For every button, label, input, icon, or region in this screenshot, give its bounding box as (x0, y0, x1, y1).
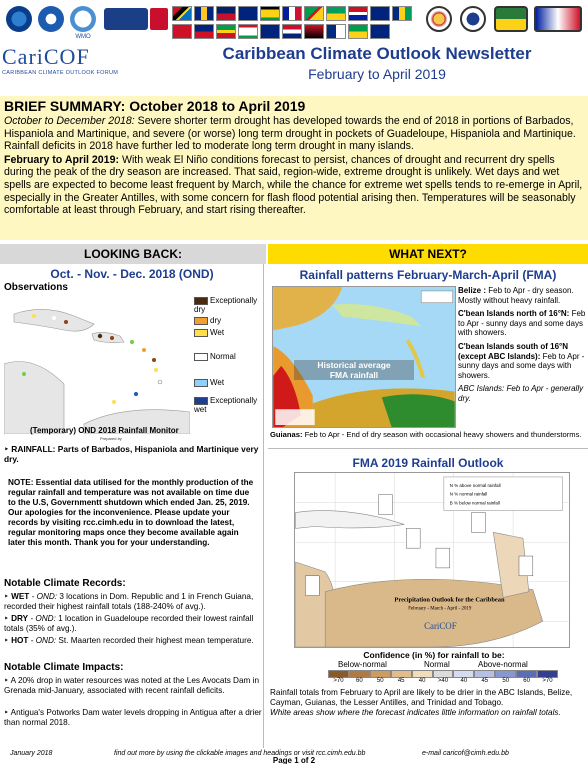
impact-item: ‣ Antigua's Potworks Dam water levels dropping in Antigua after a drier than normal 2018. (4, 708, 262, 727)
fma-title[interactable]: Rainfall patterns February-March-April (FMA) (299, 268, 557, 282)
legend-swatch (194, 397, 208, 405)
record-text: 1 location in Guadeloupe recorded their lowest rainfall totals (35% of avg.). (4, 614, 254, 633)
flag-icon (304, 24, 324, 39)
legend-label: Exceptionally wet (194, 396, 258, 414)
scale-tick: 60 (356, 678, 363, 684)
outlook-legend-line: N % above normal rainfall (449, 482, 501, 488)
confidence-scale (328, 670, 558, 678)
brand-subtitle: CARIBBEAN CLIMATE OUTLOOK FORUM (2, 70, 119, 76)
summary-lead-forecast: February to April 2019: (4, 153, 119, 166)
note-text: Feb to Apr - sunny days and some days with showers. (458, 351, 585, 380)
scale-swatch (495, 670, 516, 678)
legend-label: Wet (210, 328, 225, 337)
scale-tick: 50 (502, 678, 510, 684)
scale-swatch (370, 670, 391, 678)
outlook-white-areas: White areas show where the forecast indicates little information on rainfall totals. (270, 708, 561, 717)
legend-exceptionally-dry (194, 296, 262, 314)
scale-tick: 40 (418, 678, 426, 684)
outlook-legend-line: N % normal rainfall (449, 491, 488, 497)
flag-icon (326, 24, 346, 39)
note-text: Feb to Apr - End of dry season with occasional heavy showers and thunderstorms. (302, 430, 582, 439)
fma-notes (458, 286, 586, 408)
climate-records-heading: Notable Climate Records: (4, 578, 126, 589)
outlook-summary: Rainfall totals from February to April are likely to be drier in the ABC Islands, Belize, Cayman, Guianas, the Lesser Antilles, and Trinidad and Tobago. (270, 688, 573, 707)
confidence-below: Below-normal (338, 660, 387, 669)
outlook-map-brand: CariCOF (424, 621, 457, 632)
period-title[interactable]: Oct. - Nov. - Dec. 2018 (OND) (50, 267, 214, 281)
page-number: Page 1 of 2 (272, 756, 316, 764)
rainfall-text: Parts of Barbados, Hispaniola and Martinique very dry. (4, 444, 259, 464)
flag-icon (282, 24, 302, 39)
scale-tick: >70 (542, 678, 553, 684)
caribbean-flags (172, 6, 422, 40)
caricof-brand[interactable] (2, 44, 172, 84)
outlook-map-subtitle: February - March - April - 2019 (408, 606, 472, 612)
impact-item: ‣ A 20% drop in water resources was noted at the Les Avocats Dam in Grenada mid-January, associated with recent rainfall deficits. (4, 676, 259, 695)
wmo-logo-icon (70, 6, 96, 32)
record-text: 3 locations in Dom. Republic and 1 in French Guiana, recorded their highest rainfall totals (188-240% of avg.). (4, 592, 254, 611)
legend-swatch (194, 353, 208, 361)
flag-icon (238, 24, 258, 39)
record-period: - OND: (28, 636, 57, 645)
what-next-header[interactable]: WHAT NEXT? (268, 244, 588, 264)
brief-summary (0, 96, 588, 240)
record-period: - OND: (28, 614, 56, 623)
record-tag: HOT (11, 636, 29, 645)
usaid-logo-icon (104, 8, 148, 30)
legend-exceptionally-wet (194, 396, 262, 414)
flag-icon (370, 6, 390, 21)
legend-normal (194, 352, 262, 361)
note-belize (458, 286, 586, 305)
flag-icon (216, 6, 236, 21)
legend-dry (194, 316, 262, 325)
scale-swatch (453, 670, 474, 678)
shutdown-note: NOTE: Essential data utilised for the monthly production of the regular rainfall and temperature was not available on time due to the U.S, Governmentt shutdown which ended Jan. 25, 2019. Our apologies for the inconvenience. Please update your records by visiting rcc.cimh.edu in to download the latest, regular monitoring maps once they become available again later this month. Thank you for your understanding. (8, 478, 254, 547)
seal-icon (494, 6, 528, 32)
flag-icon (326, 6, 346, 21)
legend-wet-top (194, 328, 262, 337)
footer (0, 750, 588, 764)
logo-row (0, 0, 588, 46)
historical-caption-line: Historical average (317, 360, 391, 370)
flag-icon (172, 6, 192, 21)
summary-heading[interactable]: BRIEF SUMMARY: October 2018 to April 2019 (4, 98, 306, 114)
summary-text-forecast: With weak El Niño conditions forecast to persist, chances of drought and recurrent dry spells during the peak of the dry season are increased. That said, region-wide, extreme drought is unlikely. Wet days and wet spells are expected to become least frequent by March, while the chance for extreme wet spells tends to re-emerge in April, especially in the Greater Antilles, with some concern for flash flood potential arising then. Temperatures will be seasonably comfortable at least through February, and start rising thereafter. (4, 153, 583, 217)
scale-tick: 40 (460, 678, 468, 684)
outlook-title[interactable]: FMA 2019 Rainfall Outlook (352, 456, 504, 470)
record-period: - OND: (29, 592, 58, 601)
footer-date: January 2018 (10, 750, 53, 757)
flag-icon (348, 6, 368, 21)
confidence-above: Above-normal (478, 660, 528, 669)
brand-name: CariCOF (2, 44, 90, 69)
impact-text: A 20% drop in water resources was noted at the Les Avocats Dam in Grenada mid-January, associated with recent rainfall deficits. (4, 676, 259, 695)
outlook-map-title: Precipitation Outlook for the Caribbean (394, 596, 505, 604)
rainfall-legend (194, 296, 262, 436)
prepared-by: Prepared by (100, 436, 122, 441)
footer-links[interactable]: find out more by using the clickable images and headings or visit rcc.cimh.edu.bb (114, 750, 366, 757)
record-dry: ‣ DRY - OND: 1 location in Guadeloupe recorded their lowest rainfall totals (35% of avg.). (4, 614, 254, 633)
wmo-label: WMO (75, 34, 91, 40)
flag-icon (216, 24, 236, 39)
flag-icon (304, 6, 324, 21)
flag-icon (282, 6, 302, 21)
scale-swatch (412, 670, 433, 678)
scale-tick: 45 (397, 678, 405, 684)
note-guianas (270, 430, 588, 439)
scale-tick: >70 (333, 678, 344, 684)
record-hot: ‣ HOT - OND: St. Maarten recorded their highest mean temperature. (4, 636, 254, 645)
legend-label: dry (210, 316, 222, 325)
flag-icon (238, 6, 258, 21)
noaa-logo-icon (38, 6, 64, 32)
seal-icon (534, 6, 582, 32)
confidence-ticks (328, 678, 558, 684)
note-text: Feb to Apr - dry season. Mostly without heavy rainfall. (458, 286, 574, 305)
outlook-legend-line: B % below normal rainfall (449, 500, 500, 506)
note-lead: Belize : (458, 286, 487, 295)
note-south (458, 342, 586, 380)
outlook-text (270, 688, 588, 718)
scale-tick: >40 (437, 678, 449, 684)
rainfall-outlook-map[interactable] (294, 472, 570, 648)
divider (268, 448, 588, 449)
flag-icon (348, 24, 368, 39)
monitor-caption: (Temporary) OND 2018 Rainfall Monitor (30, 426, 179, 435)
flag-icon (370, 24, 390, 39)
legend-swatch (194, 297, 208, 305)
legend-wet (194, 378, 262, 387)
scale-swatch (516, 670, 537, 678)
climate-impacts-heading: Notable Climate Impacts: (4, 662, 124, 673)
scale-tick: 50 (376, 678, 384, 684)
scale-swatch (328, 670, 349, 678)
impact-text: Antigua's Potworks Dam water levels dropping in Antigua after a drier than normal 2018. (4, 708, 262, 727)
confidence-normal: Normal (424, 660, 450, 669)
summary-paragraph-past (4, 115, 584, 153)
looking-back-header[interactable]: LOOKING BACK: (0, 244, 266, 264)
scale-swatch (474, 670, 495, 678)
historical-caption (294, 360, 414, 380)
newsletter-title: Caribbean Climate Outlook Newsletter (222, 44, 532, 63)
summary-text-past: Severe shorter term drought has developed towards the end of 2018 in portions of Barbados, Hispaniola and Martinique, and severe (or worse) long term drought in pockets of Guadeloupe, Hispaniola and Martinique. Rainfall deficits in 2018 have further led to moderate long term drought in many islands. (4, 115, 576, 153)
rainfall-monitor-map[interactable] (4, 294, 190, 434)
seal-icon (460, 6, 486, 32)
scale-tick: 60 (523, 678, 530, 684)
footer-email[interactable]: e-mail caricof@cimh.edu.bb (422, 750, 509, 757)
summary-lead-past: October to December 2018: (4, 115, 135, 127)
confidence-title: Confidence (in %) for rainfall to be: (363, 650, 505, 660)
rainfall-label: RAINFALL: (11, 444, 56, 454)
what-next-column (268, 264, 588, 748)
flag-icon (260, 24, 280, 39)
record-text: St. Maarten recorded their highest mean temperature. (56, 636, 254, 645)
legend-swatch (194, 379, 208, 387)
scale-swatch (433, 670, 454, 678)
note-lead: Guianas: (270, 430, 303, 439)
historical-fma-rainfall-map[interactable] (272, 286, 456, 428)
legend-swatch (194, 329, 208, 337)
scale-swatch (391, 670, 412, 678)
legend-label: Wet (210, 378, 225, 387)
flag-icon (194, 6, 214, 21)
historical-caption-line: FMA rainfall (329, 370, 379, 380)
legend-label: Normal (210, 352, 236, 361)
cimh-logo-icon (6, 6, 32, 32)
legend-swatch (194, 317, 208, 325)
scale-swatch (349, 670, 370, 678)
flag-icon (260, 6, 280, 21)
scale-tick: 45 (481, 678, 489, 684)
rainfall-bullet: ‣ RAINFALL: Parts of Barbados, Hispaniola and Martinique very dry. (4, 444, 259, 464)
legend-label: Exceptionally dry (194, 296, 258, 314)
note-abc: ABC Islands: Feb to Apr - generally dry. (458, 384, 584, 403)
note-lead: C'bean Islands north of 16°N: (458, 309, 570, 319)
summary-paragraph-forecast (4, 154, 584, 217)
flag-icon (392, 6, 412, 21)
flag-icon (194, 24, 214, 39)
note-north (458, 309, 586, 338)
uk-aid-logo-icon (150, 8, 168, 30)
record-tag: DRY (11, 614, 29, 623)
record-wet: ‣ WET - OND: 3 locations in Dom. Republic and 1 in French Guiana, recorded their highest rainfall totals (188-240% of avg.). (4, 592, 254, 611)
note-text: Feb to Apr - sunny days and some days with showers. (458, 309, 586, 338)
newsletter-period: February to April 2019 (308, 66, 446, 82)
record-tag: WET (11, 592, 30, 601)
flag-icon (172, 24, 192, 39)
seal-icon (426, 6, 452, 32)
scale-swatch (537, 670, 558, 678)
looking-back-column (0, 264, 264, 748)
note-lead: C'bean Islands south of 16°N (except ABC Islands): (458, 341, 569, 361)
observations-label: Observations (4, 282, 68, 293)
